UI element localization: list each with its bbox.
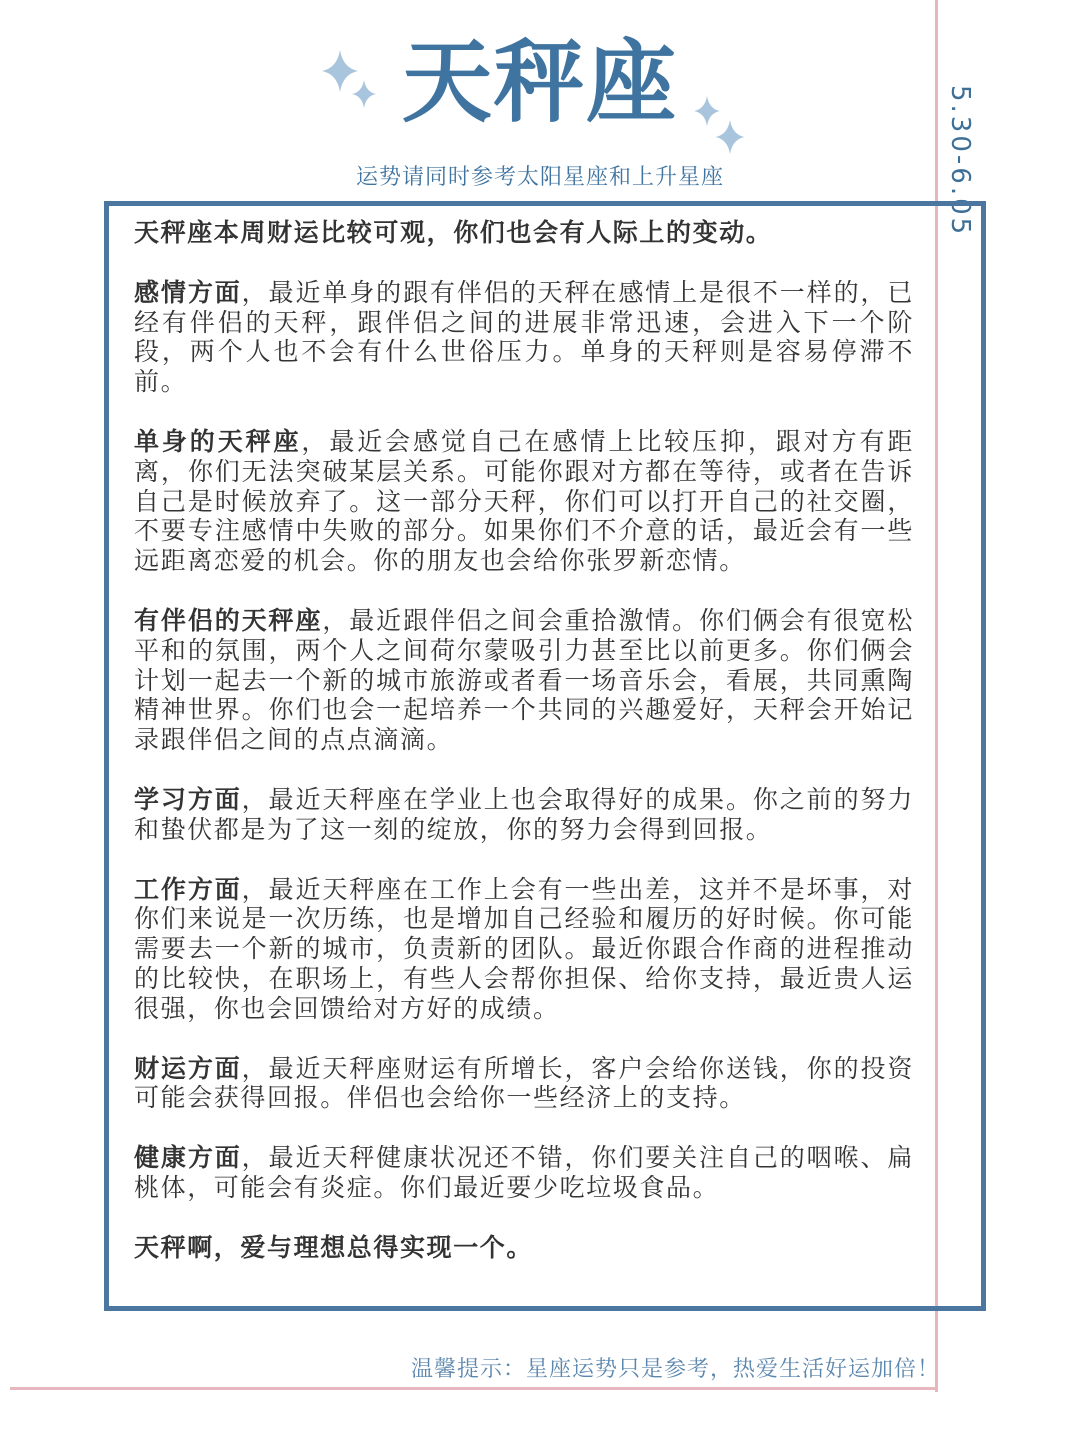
closing-paragraph: 天秤啊，爱与理想总得实现一个。 — [134, 1232, 534, 1262]
section-text: ，最近天秤座在工作上会有一些出差，这并不是坏事，对你们来说是一次历练，也是增加自己经验和履历的好时候。你可能需要去一个新的城市，负责新的团队。最近你跟合作商的进程推动的比较快，在职场上，有些人会帮你担保、给你支持，最近贵人运很强，你也会回馈给对方好的成绩。 — [134, 874, 914, 1023]
section-love — [134, 278, 914, 397]
section-text: ，最近会感觉自己在感情上比较压抑，跟对方有距离，你们无法突破某层关系。可能你跟对方都在等待，或者在告诉自己是时候放弃了。这一部分天秤，你们可以打开自己的社交圈，不要专注感情中失败的部分。如果你们不介意的话，最近会有一些远距离恋爱的机会。你的朋友也会给你张罗新恋情。 — [134, 426, 914, 576]
section-single — [134, 427, 914, 576]
section-wealth — [134, 1054, 914, 1114]
horoscope-content — [134, 218, 914, 1263]
section-heading: 感情方面 — [134, 277, 242, 307]
pink-horizontal-line — [10, 1387, 938, 1390]
section-work — [134, 875, 914, 1024]
page-subtitle: 运势请同时参考太阳星座和上升星座 — [355, 165, 724, 190]
section-text: ，最近天秤健康状况还不错，你们要关注自己的咽喉、扁桃体，可能会有炎症。你们最近要少吃垃圾食品。 — [134, 1143, 914, 1202]
section-heading: 学习方面 — [134, 784, 242, 814]
section-text: ，最近天秤座财运有所增长，客户会给你送钱，你的投资可能会获得回报。伴侣也会给你一些经济上的支持。 — [134, 1053, 914, 1113]
section-heading: 工作方面 — [134, 874, 242, 904]
section-heading: 有伴侣的天秤座 — [134, 605, 323, 635]
page-title: 天秤座 — [402, 30, 678, 135]
section-health — [134, 1143, 914, 1203]
section-partnered — [134, 606, 914, 755]
section-heading: 单身的天秤座 — [134, 426, 302, 456]
section-text: ，最近单身的跟有伴侣的天秤在感情上是很不一样的，已经有伴侣的天秤，跟伴侣之间的进展非常迅速，会进入下一个阶段，两个人也不会有什么世俗压力。单身的天秤则是容易停滞不前。 — [134, 277, 914, 397]
intro-paragraph: 天秤座本周财运比较可观，你们也会有人际上的变动。 — [134, 218, 773, 247]
section-heading: 财运方面 — [134, 1053, 242, 1083]
section-study — [134, 785, 914, 845]
section-heading: 健康方面 — [134, 1143, 242, 1173]
date-range: 5.30-6.05 — [945, 85, 975, 238]
section-text: ，最近跟伴侣之间会重拾激情。你们俩会有很宽松平和的氛围，两个人之间荷尔蒙吸引力甚至比以前更多。你们俩会计划一起去一个新的城市旅游或者看一场音乐会，看展，共同熏陶精神世界。你们也会一起培养一个共同的兴趣爱好，天秤会开始记录跟伴侣之间的点点滴滴。 — [134, 605, 915, 755]
section-text: ，最近天秤座在学业上也会取得好的成果。你之前的努力和蛰伏都是为了这一刻的绽放，你的努力会得到回报。 — [134, 784, 914, 844]
footer-tip: 温馨提示：星座运势只是参考，热爱生活好运加倍！ — [410, 1357, 940, 1382]
